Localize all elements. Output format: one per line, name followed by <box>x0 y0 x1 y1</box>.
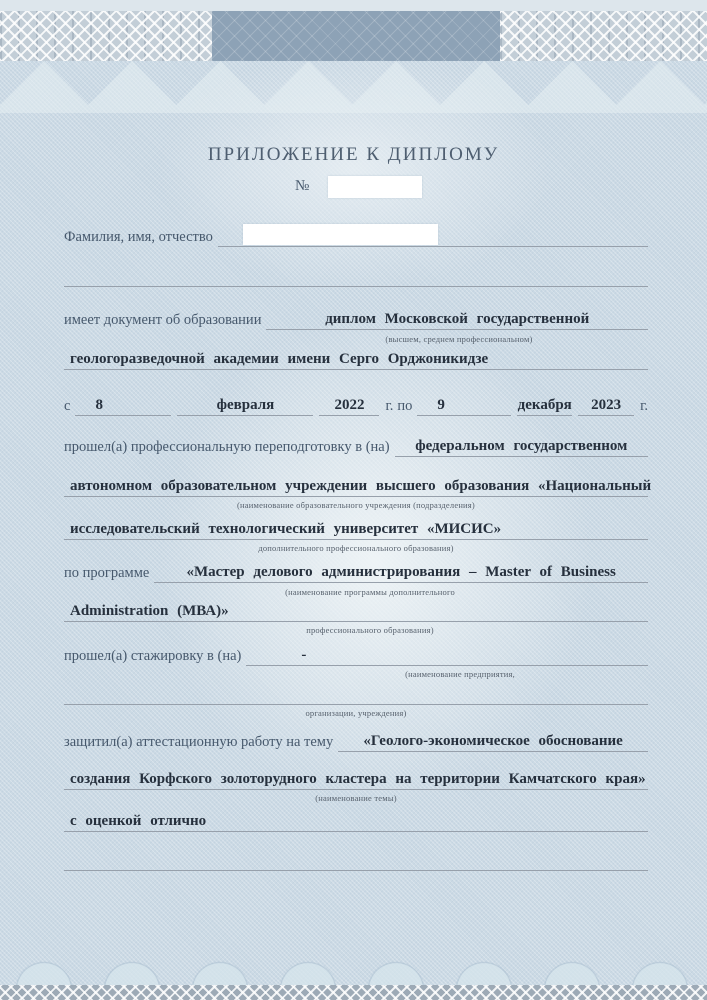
education-doc-label: имеет документ об образовании <box>64 312 262 328</box>
top-border-ornament-right <box>500 11 707 61</box>
guilloche-crown-pattern <box>0 61 707 119</box>
internship-caption-2: организации, учреждения) <box>305 708 407 718</box>
bottom-border-ornament <box>0 985 707 1000</box>
education-doc-value-1: диплом Московской государственной <box>266 310 648 330</box>
guilloche-scallop-pattern <box>0 933 707 985</box>
grade-row <box>64 811 648 832</box>
number-redaction-box <box>328 176 422 198</box>
thesis-row <box>64 731 648 752</box>
thesis-label: защитил(а) аттестационную работу на тему <box>64 734 334 750</box>
period-to-label: по <box>397 398 413 414</box>
period-year-suffix-1: г. <box>385 398 394 414</box>
retraining-row-2 <box>64 476 652 497</box>
internship-caption-1: (наименование предприятия, <box>405 669 515 679</box>
retraining-caption-education: дополнительного профессионального образования) <box>258 543 454 553</box>
period-end-day: 9 <box>417 396 511 416</box>
retraining-label: прошел(а) профессиональную переподготовку в (на) <box>64 439 390 455</box>
retraining-row-3 <box>64 519 648 540</box>
number-sign: № <box>295 178 310 194</box>
education-doc-row-2 <box>64 349 648 370</box>
name-redaction-box <box>243 224 438 245</box>
study-period-row <box>64 395 648 416</box>
education-doc-row <box>64 309 648 330</box>
period-end-year: 2023 <box>578 396 634 416</box>
program-value-1: «Мастер делового администрирования – Master of Business <box>154 563 648 583</box>
internship-value: - <box>246 646 648 666</box>
thesis-caption: (наименование темы) <box>315 793 397 803</box>
period-start-month: февраля <box>177 396 313 416</box>
period-start-day: 8 <box>75 396 171 416</box>
education-doc-value-2: геологоразведочной академии имени Серго Орджоникидзе <box>70 351 489 368</box>
program-row-2 <box>64 601 648 622</box>
top-border-ornament-left <box>0 11 212 61</box>
retraining-caption-institution: (наименование образовательного учреждения (подразделения) <box>237 500 475 510</box>
top-margin-strip <box>0 0 707 11</box>
period-from-label: с <box>64 398 71 414</box>
name-extra-line <box>64 266 648 287</box>
period-start-year: 2022 <box>319 396 379 416</box>
internship-extra-line <box>64 684 648 705</box>
grade-value: с оценкой отлично <box>70 813 207 830</box>
thesis-row-2 <box>64 769 648 790</box>
program-label: по программе <box>64 565 150 581</box>
retraining-row <box>64 436 648 457</box>
retraining-value-3: исследовательский технологический университет «МИСИС» <box>70 521 502 538</box>
retraining-value-1: федеральном государственном <box>395 437 648 457</box>
top-border-center-band <box>212 11 500 61</box>
thesis-value-1: «Геолого-экономическое обоснование <box>338 732 648 752</box>
retraining-value-2: автономном образовательном учреждении высшего образования «Национальный <box>70 478 652 495</box>
period-year-suffix-2: г. <box>640 398 648 414</box>
period-end-month: декабря <box>517 396 572 416</box>
name-label: Фамилия, имя, отчество <box>64 229 213 245</box>
document-title: ПРИЛОЖЕНИЕ К ДИПЛОМУ <box>207 144 500 165</box>
internship-label: прошел(а) стажировку в (на) <box>64 648 242 664</box>
program-caption-1: (наименование программы дополнительного <box>285 587 455 597</box>
education-doc-caption: (высшем, среднем профессиональном) <box>385 334 533 344</box>
bottom-extra-line <box>64 850 648 871</box>
thesis-value-2: создания Корфского золоторудного кластера на территории Камчатского края» <box>70 771 646 788</box>
name-line <box>218 246 648 247</box>
program-value-2: Administration (МВА)» <box>70 603 229 620</box>
internship-row <box>64 645 648 666</box>
program-caption-2: профессионального образования) <box>306 625 434 635</box>
program-row <box>64 562 648 583</box>
